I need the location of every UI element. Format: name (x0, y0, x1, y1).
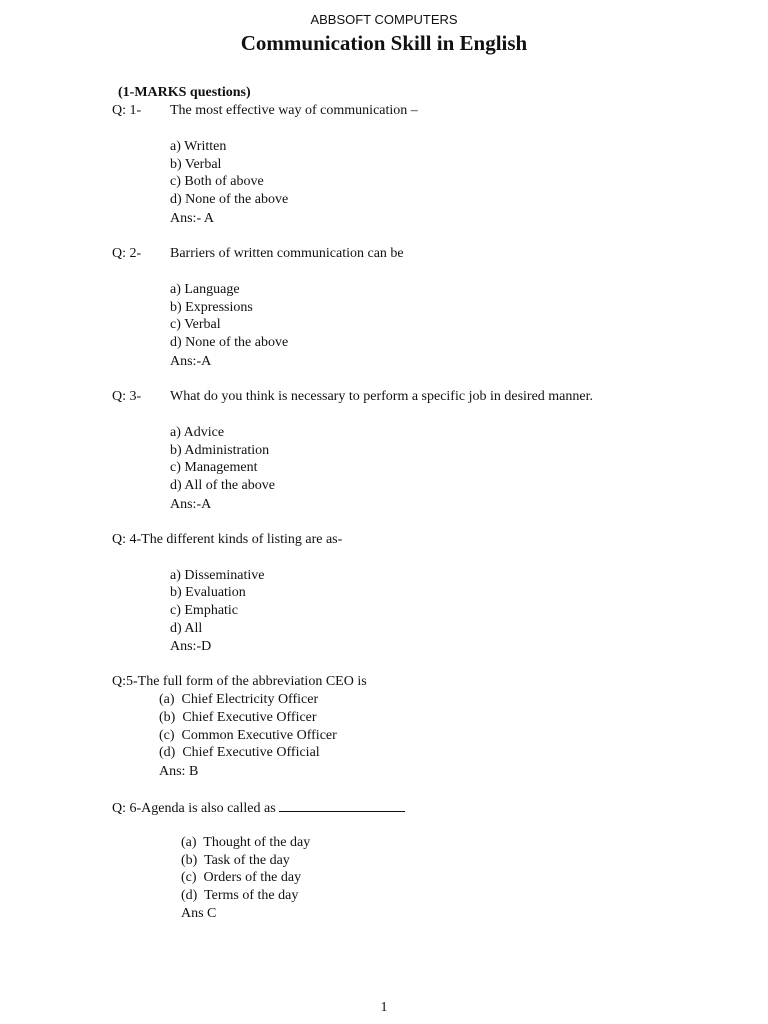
page-number: 1 (380, 1000, 388, 1015)
question-3-option-a: a) Advice (170, 425, 225, 440)
question-4-option-a: a) Disseminative (170, 568, 265, 583)
section-heading: (1-MARKS questions) (118, 85, 251, 100)
question-3-number: Q: 3- (112, 389, 142, 404)
document-title: Communication Skill in English (240, 31, 528, 55)
question-5-option-d: (d) Chief Executive Official (159, 745, 320, 760)
question-2-option-c: c) Verbal (170, 317, 221, 332)
question-6-answer: Ans C (181, 906, 217, 921)
question-1-number: Q: 1- (112, 103, 142, 118)
question-3-text: What do you think is necessary to perform a specific job in desired manner. (170, 389, 593, 404)
question-5-option-b: (b) Chief Executive Officer (159, 710, 317, 725)
question-5-option-a: (a) Chief Electricity Officer (159, 692, 319, 707)
question-6-option-a: (a) Thought of the day (181, 835, 311, 850)
question-4-text: Q: 4-The different kinds of listing are as- (112, 532, 343, 547)
question-3-answer: Ans:-A (170, 497, 212, 512)
question-1-option-d: d) None of the above (170, 192, 289, 207)
question-4-option-b: b) Evaluation (170, 585, 246, 600)
question-4-option-d: d) All (170, 621, 203, 636)
question-3-option-d: d) All of the above (170, 478, 275, 493)
question-2-option-b: b) Expressions (170, 300, 253, 315)
question-6-option-d: (d) Terms of the day (181, 888, 299, 903)
question-1-option-b: b) Verbal (170, 157, 222, 172)
fill-in-blank (279, 799, 405, 812)
question-2-number: Q: 2- (112, 246, 142, 261)
question-5-option-c: (c) Common Executive Officer (159, 728, 337, 743)
question-6-option-c: (c) Orders of the day (181, 870, 302, 885)
question-6-option-b: (b) Task of the day (181, 853, 290, 868)
question-3-option-c: c) Management (170, 460, 258, 475)
question-6-text (112, 799, 405, 817)
question-4-answer: Ans:-D (170, 639, 212, 654)
question-2-answer: Ans:-A (170, 354, 212, 369)
question-1-option-c: c) Both of above (170, 174, 264, 189)
question-4-option-c: c) Emphatic (170, 603, 239, 618)
question-1-text: The most effective way of communication – (170, 103, 418, 118)
question-1-answer: Ans:- A (170, 211, 214, 226)
question-1-option-a: a) Written (170, 139, 227, 154)
question-5-text: Q:5-The full form of the abbreviation CEO is (112, 674, 367, 689)
question-2-option-a: a) Language (170, 282, 240, 297)
question-5-answer: Ans: B (159, 764, 199, 779)
question-2-text: Barriers of written communication can be (170, 246, 404, 261)
question-2-option-d: d) None of the above (170, 335, 289, 350)
question-6-label: Q: 6-Agenda is also called as (112, 801, 276, 816)
organization-name: ABBSOFT COMPUTERS (310, 12, 458, 27)
question-3-option-b: b) Administration (170, 443, 270, 458)
